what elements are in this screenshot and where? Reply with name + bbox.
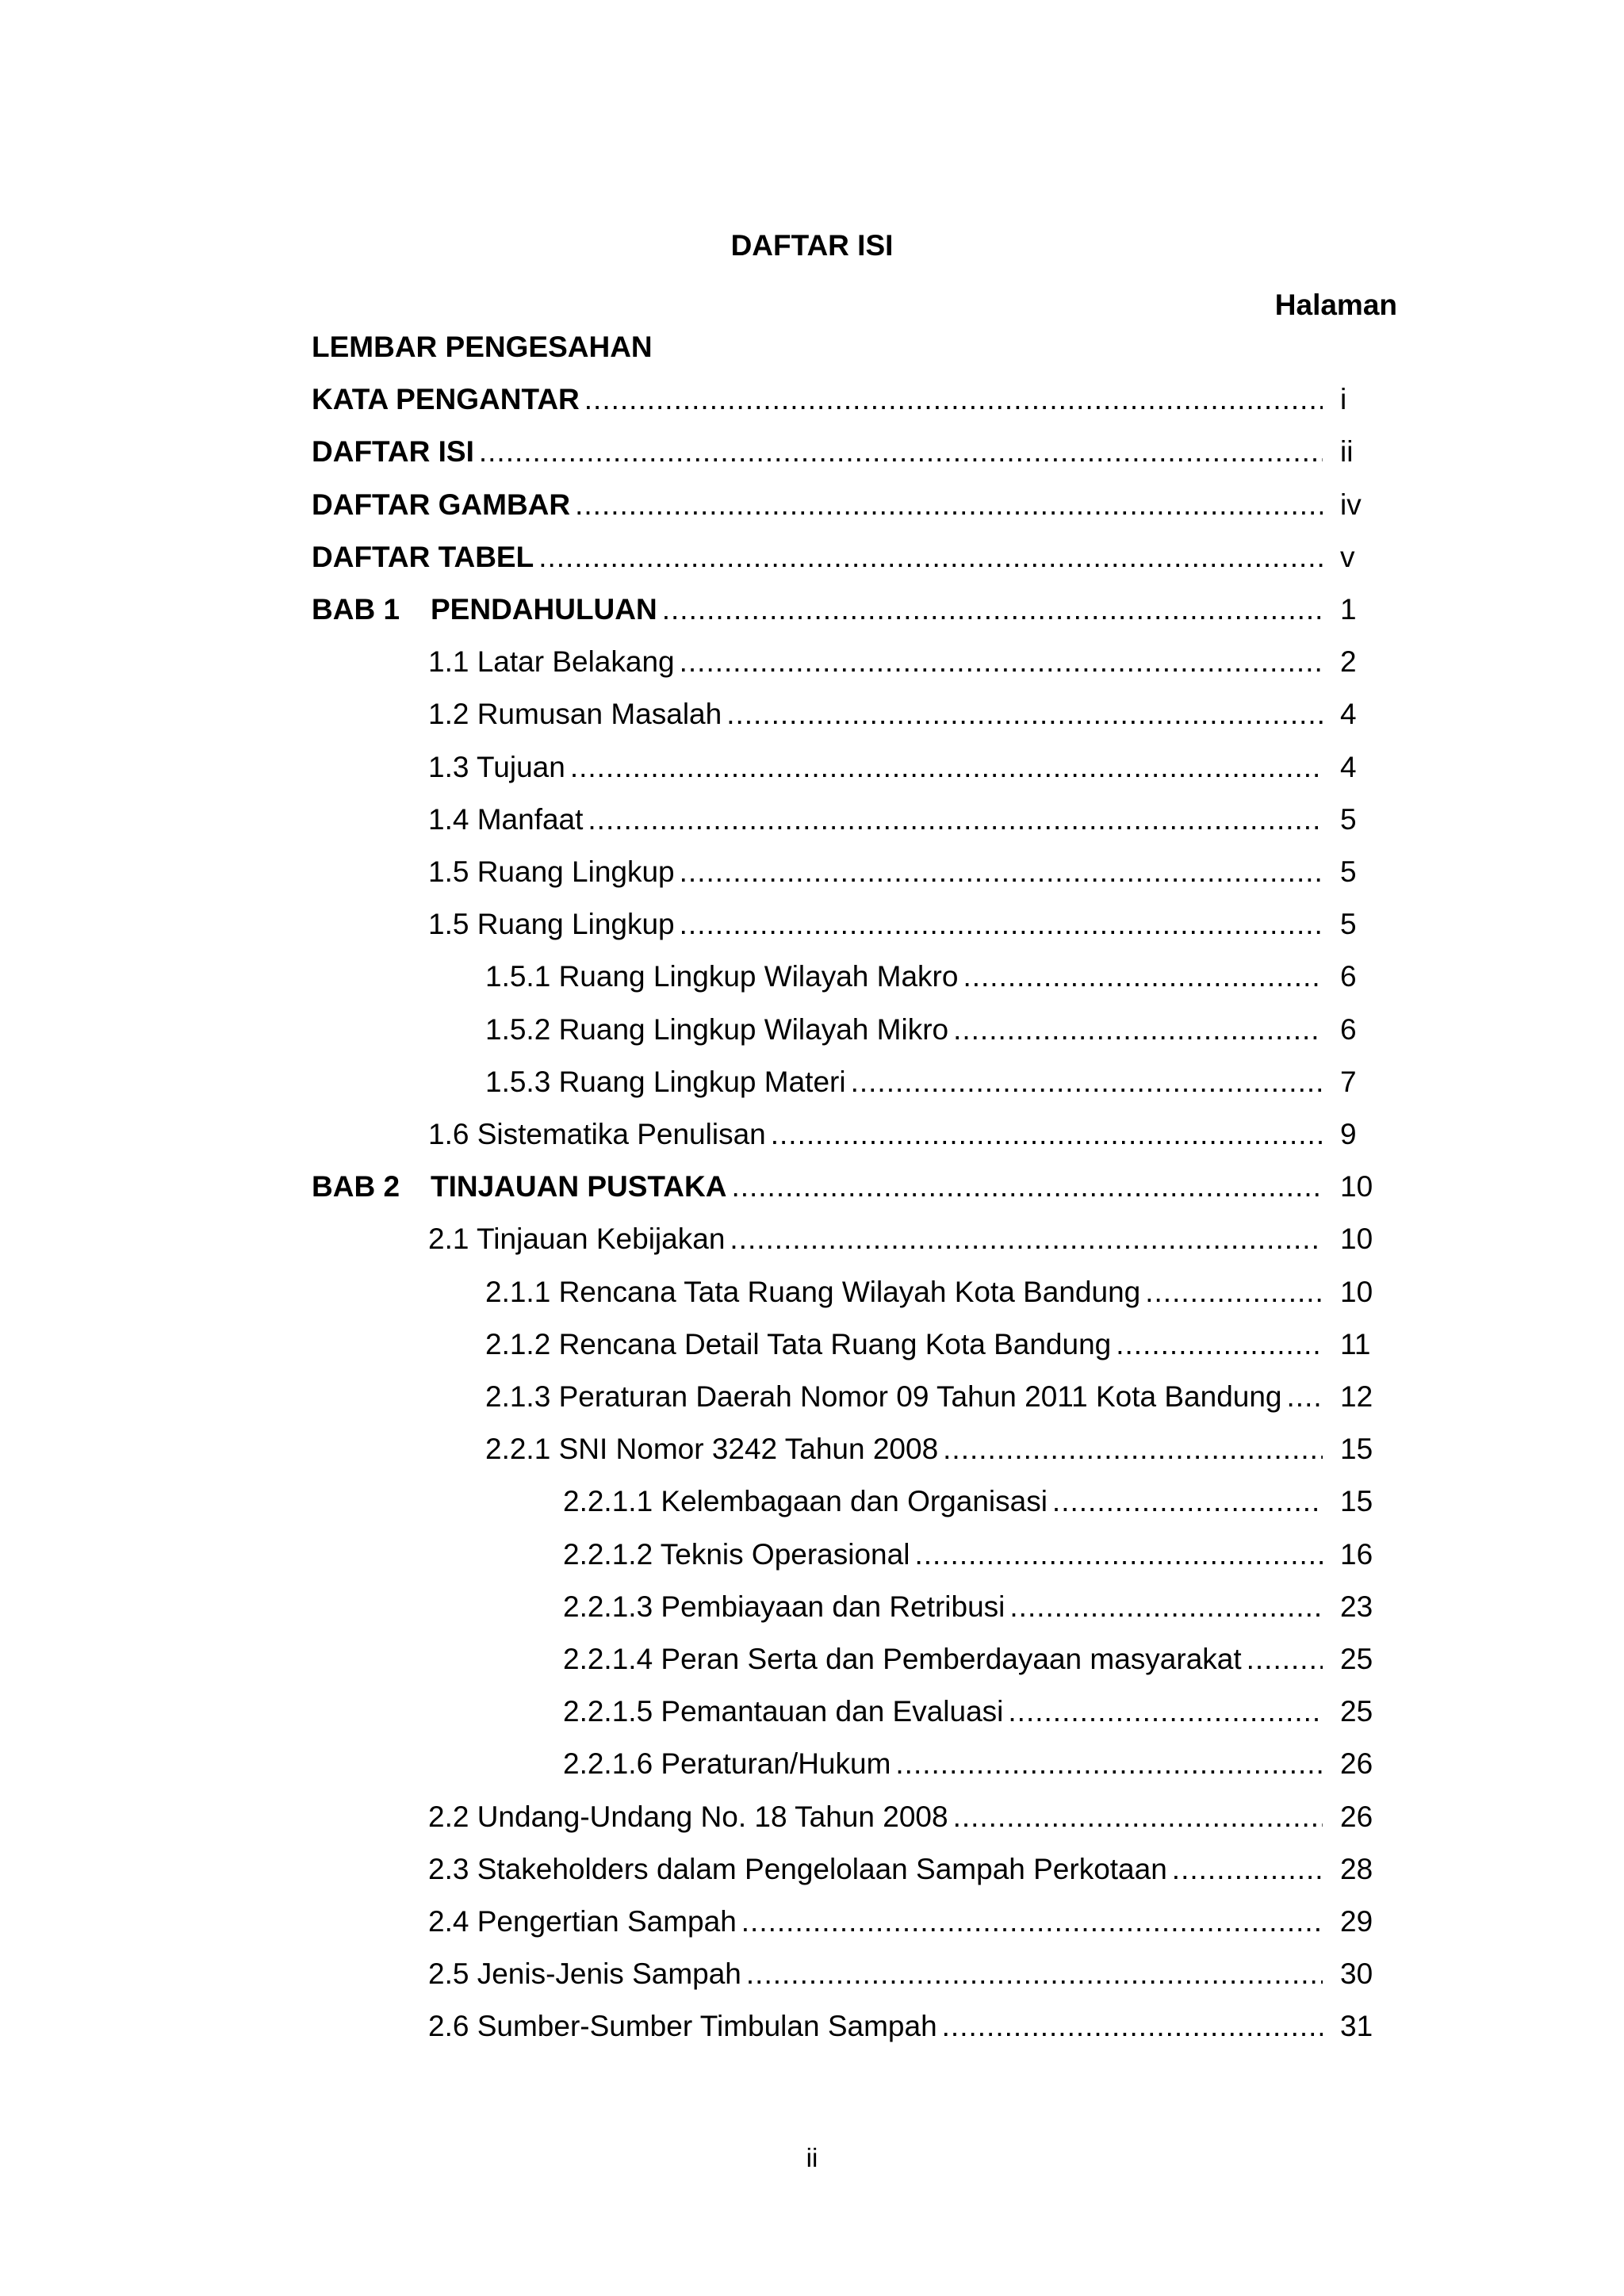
toc-dot-leader	[953, 1797, 1323, 1837]
toc-entry	[428, 1115, 1323, 1154]
toc-dot-leader	[584, 380, 1323, 419]
toc-entry-page-number: 26	[1340, 1747, 1373, 1781]
toc-entry	[428, 1797, 1323, 1837]
toc-entry	[563, 1640, 1323, 1679]
toc-entry-page-number: v	[1340, 540, 1355, 573]
toc-entry	[563, 1587, 1323, 1627]
toc-dot-leader	[771, 1115, 1323, 1154]
toc-entry-page-number: 6	[1340, 1012, 1357, 1046]
toc-entry-page-number: 4	[1340, 750, 1357, 783]
toc-entry-page-number: iv	[1340, 488, 1362, 521]
toc-dot-leader	[731, 1167, 1323, 1207]
toc-entry-page-number: 29	[1340, 1905, 1373, 1938]
toc-entry-title: 2.1.1 Rencana Tata Ruang Wilayah Kota Bandung	[485, 1275, 1141, 1308]
toc-dot-leader	[953, 1010, 1323, 1050]
toc-entry-title: PENDAHULUAN	[431, 593, 657, 626]
toc-dot-leader	[680, 642, 1323, 682]
toc-entry-title: 2.2.1.1 Kelembagaan dan Organisasi	[563, 1485, 1048, 1518]
toc-entry-title: 2.2.1.6 Peraturan/Hukum	[563, 1747, 891, 1781]
toc-entry-title: LEMBAR PENGESAHAN	[312, 331, 653, 363]
toc-entry-title: 2.4 Pengertian Sampah	[428, 1905, 737, 1938]
toc-entry-title: 1.4 Manfaat	[428, 802, 584, 836]
toc-dot-leader	[680, 852, 1323, 892]
toc-entry-title: 1.5.2 Ruang Lingkup Wilayah Mikro	[485, 1012, 949, 1046]
toc-entry	[485, 1325, 1323, 1364]
toc-dot-leader	[479, 432, 1323, 472]
toc-entry-title: 2.1.2 Rencana Detail Tata Ruang Kota Bandung	[485, 1327, 1112, 1360]
toc-entry	[428, 695, 1323, 734]
toc-entry-page-number: i	[1340, 383, 1347, 416]
toc-entry	[428, 1850, 1323, 1889]
toc-entry-title: 2.2.1.4 Peran Serta dan Pemberdayaan masyarakat	[563, 1643, 1242, 1675]
toc-entry-page-number: 15	[1340, 1433, 1373, 1466]
toc-entry-page-number: 11	[1340, 1327, 1371, 1360]
toc-dot-leader	[1052, 1482, 1323, 1521]
toc-entry-page-number: 10	[1340, 1275, 1373, 1308]
toc-entry-title: 2.2.1.5 Pemantauan dan Evaluasi	[563, 1695, 1004, 1728]
toc-entry	[428, 2007, 1323, 2046]
toc-dot-leader	[1145, 1272, 1323, 1312]
toc-entry-title: KATA PENGANTAR	[312, 383, 580, 416]
toc-entry-title: 1.5 Ruang Lingkup	[428, 855, 675, 888]
toc-entry-page-number: 4	[1340, 698, 1357, 731]
toc-dot-leader	[851, 1062, 1323, 1102]
toc-entry	[312, 538, 1323, 577]
toc-dot-leader	[538, 538, 1323, 577]
toc-entry-page-number: 31	[1340, 2010, 1373, 2043]
toc-entry	[428, 748, 1323, 787]
page-column-label: Halaman	[1274, 289, 1397, 321]
toc-entry-page-number: 10	[1340, 1223, 1373, 1256]
toc-entry-title: DAFTAR ISI	[312, 435, 474, 469]
toc-entry-page-number: 25	[1340, 1695, 1373, 1728]
toc-dot-leader	[942, 2007, 1323, 2046]
toc-entry	[312, 485, 1323, 525]
toc-entry-page-number: 7	[1340, 1065, 1357, 1098]
toc-entry	[563, 1744, 1323, 1784]
footer-page-number: ii	[806, 2143, 818, 2172]
toc-entry	[428, 852, 1323, 892]
toc-dot-leader	[680, 905, 1323, 944]
toc-entry	[312, 327, 1323, 367]
toc-entry-page-number: 15	[1340, 1485, 1373, 1518]
toc-entry-page-number: 10	[1340, 1170, 1373, 1203]
toc-entry	[485, 1062, 1323, 1102]
toc-entry-page-number: 28	[1340, 1852, 1373, 1885]
toc-entry-title: 1.5.1 Ruang Lingkup Wilayah Makro	[485, 960, 959, 993]
toc-entry-page-number: 25	[1340, 1643, 1373, 1675]
toc-entry	[312, 590, 1323, 629]
toc-entry-page-number: 26	[1340, 1800, 1373, 1833]
toc-entry	[428, 800, 1323, 840]
toc-dot-leader	[741, 1902, 1323, 1942]
toc-entry	[563, 1482, 1323, 1521]
toc-entry	[428, 1219, 1323, 1259]
toc-dot-leader	[730, 1219, 1323, 1259]
toc-dot-leader	[1287, 1377, 1323, 1417]
toc-entry-page-number: 30	[1340, 1957, 1373, 1991]
toc-entry-title: 2.2.1 SNI Nomor 3242 Tahun 2008	[485, 1433, 939, 1466]
toc-entry-title: 2.1.3 Peraturan Daerah Nomor 09 Tahun 2011 Kota Bandung	[485, 1380, 1282, 1413]
toc-dot-leader	[963, 957, 1323, 997]
toc-entry-page-number: 16	[1340, 1537, 1373, 1571]
toc-entry-page-number: 1	[1340, 593, 1357, 626]
toc-entry	[563, 1692, 1323, 1732]
toc-entry-title: 2.2.1.2 Teknis Operasional	[563, 1537, 910, 1571]
toc-entry-page-number: 5	[1340, 802, 1357, 836]
page-title: DAFTAR ISI	[730, 229, 894, 262]
toc-dot-leader	[895, 1744, 1323, 1784]
toc-entry-title: 2.5 Jenis-Jenis Sampah	[428, 1957, 741, 1991]
toc-dot-leader	[1008, 1692, 1323, 1732]
toc-entry-page-number: 9	[1340, 1118, 1357, 1150]
toc-dot-leader	[575, 485, 1323, 525]
toc-entry-title: 2.2 Undang-Undang No. 18 Tahun 2008	[428, 1800, 948, 1833]
toc-entry	[312, 380, 1323, 419]
toc-entry	[428, 1902, 1323, 1942]
toc-entry	[485, 1377, 1323, 1417]
toc-entry-page-number: ii	[1340, 435, 1354, 469]
toc-dot-leader	[1009, 1587, 1323, 1627]
toc-entry	[428, 905, 1323, 944]
toc-dot-leader	[662, 590, 1323, 629]
toc-entry-title: 1.5.3 Ruang Lingkup Materi	[485, 1065, 846, 1098]
toc-entry	[563, 1535, 1323, 1575]
toc-entry-title: 2.1 Tinjauan Kebijakan	[428, 1223, 726, 1256]
toc-dot-leader	[726, 695, 1323, 734]
toc-entry-title: DAFTAR GAMBAR	[312, 488, 571, 521]
toc-entry-title: TINJAUAN PUSTAKA	[431, 1170, 727, 1203]
toc-dot-leader	[746, 1954, 1323, 1994]
toc-entry	[485, 1429, 1323, 1469]
toc-entry-title: DAFTAR TABEL	[312, 540, 534, 573]
toc-entry-page-number: 6	[1340, 960, 1357, 993]
toc-entry-page-number: 5	[1340, 855, 1357, 888]
toc-entry-page-number: 23	[1340, 1590, 1373, 1623]
toc-entry	[428, 642, 1323, 682]
toc-entry-title: 1.6 Sistematika Penulisan	[428, 1118, 766, 1150]
toc-entry-page-number: 5	[1340, 908, 1357, 941]
toc-entry	[485, 1272, 1323, 1312]
toc-entry-chapter-number: BAB 2	[312, 1170, 400, 1203]
toc-entry-chapter-number: BAB 1	[312, 593, 400, 626]
toc-entry	[312, 1167, 1323, 1207]
toc-entry-page-number: 2	[1340, 645, 1357, 679]
toc-entry-title: 1.2 Rumusan Masalah	[428, 698, 722, 731]
toc-dot-leader	[1116, 1325, 1323, 1364]
toc-dot-leader	[1172, 1850, 1323, 1889]
toc-entry-title: 1.3 Tujuan	[428, 750, 565, 783]
toc-entry	[428, 1954, 1323, 1994]
toc-dot-leader	[914, 1535, 1323, 1575]
toc-entry-title: 2.6 Sumber-Sumber Timbulan Sampah	[428, 2010, 937, 2043]
toc-dot-leader	[1247, 1640, 1323, 1679]
toc-entry-title: 1.5 Ruang Lingkup	[428, 908, 675, 941]
toc-entry	[485, 1010, 1323, 1050]
toc-entry-page-number: 12	[1340, 1380, 1373, 1413]
toc-entry	[485, 957, 1323, 997]
toc-dot-leader	[570, 748, 1323, 787]
toc-entry-title: 2.2.1.3 Pembiayaan dan Retribusi	[563, 1590, 1005, 1623]
toc-dot-leader	[943, 1429, 1323, 1469]
toc-entry-title: 2.3 Stakeholders dalam Pengelolaan Sampah Perkotaan	[428, 1852, 1167, 1885]
toc-dot-leader	[588, 800, 1323, 840]
toc-entry-title: 1.1 Latar Belakang	[428, 645, 675, 679]
toc-entry	[312, 432, 1323, 472]
